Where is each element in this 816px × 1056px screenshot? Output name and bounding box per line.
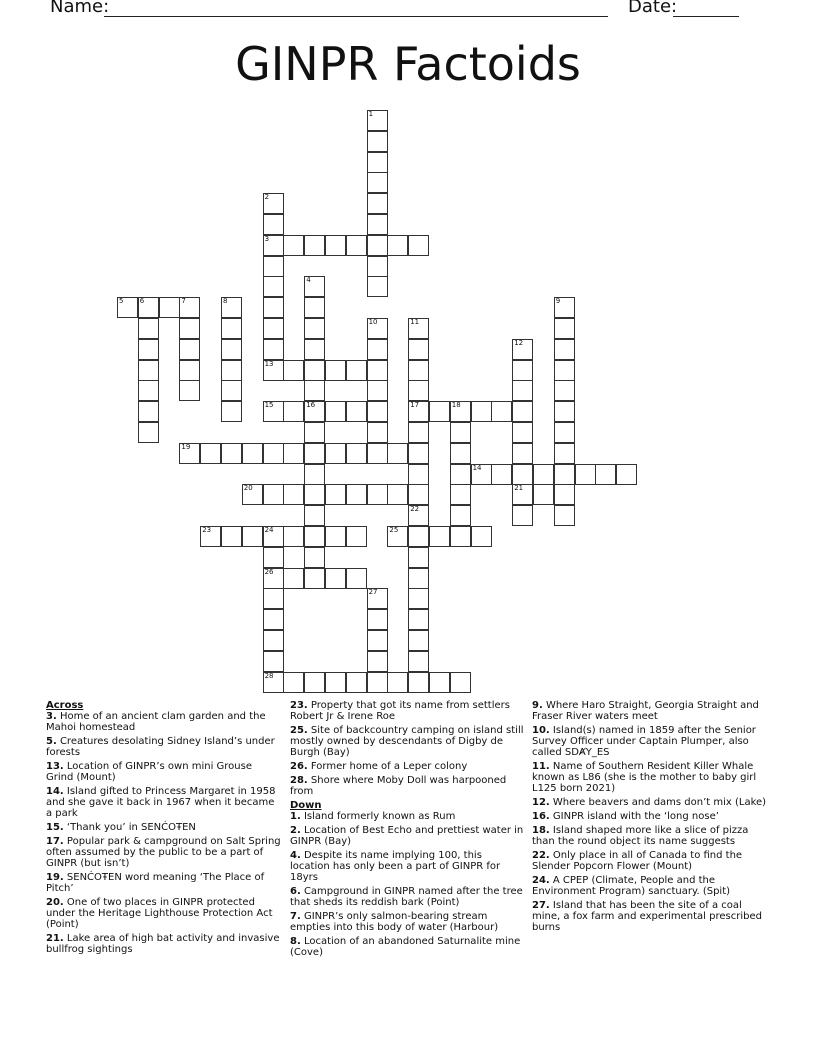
grid-cell[interactable]	[367, 172, 388, 193]
grid-cell[interactable]	[408, 318, 429, 339]
grid-cell[interactable]	[408, 588, 429, 609]
grid-cell[interactable]	[200, 526, 221, 547]
grid-cell[interactable]	[346, 672, 367, 693]
clue: 2. Location of Best Echo and prettiest water in GINPR (Bay)	[290, 825, 524, 847]
grid-cell[interactable]	[554, 505, 575, 526]
clue: 9. Where Haro Straight, Georgia Straight and Fraser River waters meet	[532, 700, 759, 722]
grid-cell[interactable]	[554, 380, 575, 401]
grid-cell[interactable]	[325, 443, 346, 464]
clue-number: 15.	[46, 822, 64, 833]
grid-cell[interactable]	[263, 588, 284, 609]
grid-cell[interactable]	[263, 214, 284, 235]
grid-cell[interactable]	[263, 651, 284, 672]
grid-cell[interactable]	[263, 360, 284, 381]
clue-number: 23	[202, 526, 212, 534]
grid-cell[interactable]	[387, 672, 408, 693]
grid-cell[interactable]	[304, 464, 325, 485]
clue: 28. Shore where Moby Doll was harpooned from	[290, 775, 507, 797]
grid-cell[interactable]	[138, 297, 159, 318]
clue: 17. Popular park & campground on Salt Spring often assumed by the public to be a part of GINPR (but isn’t)	[46, 836, 281, 869]
grid-cell[interactable]	[554, 401, 575, 422]
clue-number: 1	[368, 110, 374, 118]
grid-cell[interactable]	[283, 360, 304, 381]
clue-number: 25.	[290, 725, 308, 736]
grid-cell[interactable]	[408, 526, 429, 547]
clue: 7. GINPR’s only salmon-bearing stream empties into this body of water (Harbour)	[290, 911, 499, 933]
clue-number: 3.	[46, 711, 57, 722]
grid-cell[interactable]	[179, 339, 200, 360]
clue: 16. GINPR island with the ‘long nose’	[532, 811, 719, 822]
grid-cell[interactable]	[408, 484, 429, 505]
clue-number: 7	[181, 297, 186, 306]
clue-number: 6	[139, 297, 145, 306]
grid-cell[interactable]	[533, 464, 554, 485]
date-line	[673, 16, 739, 17]
grid-cell[interactable]	[263, 276, 284, 297]
grid-cell[interactable]	[554, 360, 575, 381]
grid-cell[interactable]	[325, 568, 346, 589]
grid-cell[interactable]	[408, 360, 429, 381]
grid-cell[interactable]	[242, 526, 263, 547]
clue-number: 28	[264, 671, 274, 680]
grid-cell[interactable]	[408, 672, 429, 693]
grid-cell[interactable]	[408, 568, 429, 589]
clue: 1. Island formerly known as Rum	[290, 811, 456, 822]
clue-number: 27.	[532, 900, 550, 911]
grid-cell[interactable]	[512, 484, 533, 505]
grid-cell[interactable]	[367, 401, 388, 422]
grid-cell[interactable]	[533, 484, 554, 505]
clue-number: 8	[223, 297, 228, 306]
grid-cell[interactable]	[408, 380, 429, 401]
grid-cell[interactable]	[450, 672, 471, 693]
grid-cell[interactable]	[367, 110, 388, 131]
grid-cell[interactable]	[512, 401, 533, 422]
grid-cell[interactable]	[304, 484, 325, 505]
grid-cell[interactable]	[491, 401, 512, 422]
grid-cell[interactable]	[512, 464, 533, 485]
grid-cell[interactable]	[263, 256, 284, 277]
grid-cell[interactable]	[512, 443, 533, 464]
grid-cell[interactable]	[554, 464, 575, 485]
clue-number: 26.	[290, 761, 308, 772]
grid-cell[interactable]	[450, 401, 471, 422]
grid-cell[interactable]	[408, 339, 429, 360]
clue: 18. Island shaped more like a slice of pizza than the round object its name suggests	[532, 825, 749, 847]
grid-cell[interactable]	[263, 318, 284, 339]
grid-cell[interactable]	[367, 484, 388, 505]
grid-cell[interactable]	[367, 360, 388, 381]
grid-cell[interactable]	[304, 672, 325, 693]
grid-cell[interactable]	[387, 484, 408, 505]
grid-cell[interactable]	[325, 526, 346, 547]
grid-cell[interactable]	[554, 422, 575, 443]
grid-cell[interactable]	[408, 651, 429, 672]
grid-cell[interactable]	[138, 318, 159, 339]
clue: 12. Where beavers and dams don’t mix (Lake)	[532, 797, 767, 808]
grid-cell[interactable]	[408, 464, 429, 485]
grid-cell[interactable]	[408, 422, 429, 443]
grid-cell[interactable]	[263, 339, 284, 360]
grid-cell[interactable]	[387, 526, 408, 547]
grid-cell[interactable]	[138, 339, 159, 360]
grid-cell[interactable]	[159, 297, 180, 318]
grid-cell[interactable]	[263, 401, 284, 422]
grid-cell[interactable]	[283, 526, 304, 547]
clue: 4. Despite its name implying 100, this location has only been a part of GINPR for 18yrs	[290, 850, 501, 883]
clue: 8. Location of an abandoned Saturnalite mine (Cove)	[290, 936, 521, 958]
grid-cell[interactable]	[512, 360, 533, 381]
grid-cell[interactable]	[367, 214, 388, 235]
clue-number: 14.	[46, 786, 64, 797]
grid-cell[interactable]	[304, 443, 325, 464]
grid-cell[interactable]	[179, 380, 200, 401]
grid-cell[interactable]	[346, 443, 367, 464]
clue-number: 25	[389, 526, 399, 534]
clue: 14. Island gifted to Princess Margaret in 1958 and she gave it back in 1967 when it became a park	[46, 786, 276, 819]
name-label: Name:	[50, 0, 110, 17]
clue: 22. Only place in all of Canada to find the Slender Popcorn Flower (Mount)	[532, 850, 743, 872]
clue-number: 12	[514, 338, 524, 347]
clue: 5. Creatures desolating Sidney Island’s under forests	[46, 736, 275, 758]
grid-cell[interactable]	[304, 360, 325, 381]
clue: 11. Name of Southern Resident Killer Whale known as L86 (she is the mother to baby girl L125 born 2021)	[532, 761, 757, 794]
grid-cell[interactable]	[595, 464, 616, 485]
grid-cell[interactable]	[304, 568, 325, 589]
grid-cell[interactable]	[408, 505, 429, 526]
clue-number: 17	[410, 401, 420, 410]
grid-cell[interactable]	[138, 401, 159, 422]
grid-cell[interactable]	[179, 443, 200, 464]
grid-cell[interactable]	[367, 443, 388, 464]
name-line	[104, 16, 608, 17]
grid-cell[interactable]	[138, 360, 159, 381]
clue-number: 22.	[532, 850, 550, 861]
grid-cell[interactable]	[221, 360, 242, 381]
clue-number: 6.	[290, 886, 301, 897]
clue-number: 19	[181, 442, 191, 451]
grid-cell[interactable]	[429, 526, 450, 547]
grid-cell[interactable]	[408, 443, 429, 464]
grid-cell[interactable]	[616, 464, 637, 485]
grid-cell[interactable]	[283, 443, 304, 464]
grid-cell[interactable]	[304, 547, 325, 568]
clue: 27. Island that has been the site of a coal mine, a fox farm and experimental prescribed burns	[532, 900, 762, 933]
grid-cell[interactable]	[221, 401, 242, 422]
clue-number: 27	[368, 588, 378, 597]
clue-number: 18	[451, 401, 461, 410]
grid-cell[interactable]	[554, 339, 575, 360]
clue-number: 20	[243, 484, 253, 493]
grid-cell[interactable]	[325, 360, 346, 381]
clue-number: 13	[264, 359, 274, 368]
grid-cell[interactable]	[242, 443, 263, 464]
grid-cell[interactable]	[408, 547, 429, 568]
clue: 26. Former home of a Leper colony	[290, 761, 468, 772]
clue-number: 26	[264, 567, 274, 576]
grid-cell[interactable]	[304, 526, 325, 547]
grid-cell[interactable]	[304, 297, 325, 318]
grid-cell[interactable]	[367, 318, 388, 339]
clue-number: 11.	[532, 761, 550, 772]
grid-cell[interactable]	[304, 505, 325, 526]
grid-cell[interactable]	[346, 401, 367, 422]
grid-cell[interactable]	[471, 526, 492, 547]
grid-cell[interactable]	[367, 339, 388, 360]
grid-cell[interactable]	[387, 235, 408, 256]
clues-column-3	[532, 700, 768, 936]
grid-cell[interactable]	[367, 609, 388, 630]
grid-cell[interactable]	[450, 505, 471, 526]
grid-cell[interactable]	[138, 422, 159, 443]
clue-number: 8.	[290, 936, 301, 947]
grid-cell[interactable]	[283, 568, 304, 589]
grid-cell[interactable]	[512, 505, 533, 526]
clues-column-1	[46, 700, 282, 958]
grid-cell[interactable]	[367, 630, 388, 651]
clue-number: 15	[264, 401, 274, 410]
puzzle-title: GINPR Factoids	[235, 37, 581, 91]
grid-cell[interactable]	[450, 464, 471, 485]
grid-cell[interactable]	[304, 380, 325, 401]
grid-cell[interactable]	[367, 235, 388, 256]
grid-cell[interactable]	[263, 297, 284, 318]
clue-number: 2	[264, 193, 270, 202]
grid-cell[interactable]	[408, 630, 429, 651]
grid-cell[interactable]	[263, 526, 284, 547]
clue: 10. Island(s) named in 1859 after the Senior Survey Officer under Captain Plumper, also called SDȺY_ES	[532, 725, 756, 758]
clue-number: 4.	[290, 850, 301, 861]
grid-cell[interactable]	[304, 401, 325, 422]
clue-number: 9.	[532, 700, 543, 711]
grid-cell[interactable]	[325, 401, 346, 422]
grid-cell[interactable]	[367, 193, 388, 214]
section-heading: Down	[290, 800, 322, 811]
clue-number: 9	[555, 297, 561, 306]
grid-cell[interactable]	[429, 672, 450, 693]
clue: 24. A CPEP (Climate, People and the Environment Program) sanctuary. (Spit)	[532, 875, 731, 897]
grid-cell[interactable]	[450, 422, 471, 443]
grid-cell[interactable]	[263, 547, 284, 568]
grid-cell[interactable]	[325, 672, 346, 693]
grid-cell[interactable]	[221, 318, 242, 339]
grid-cell[interactable]	[283, 672, 304, 693]
clue: 19. SENĆOŦEN word meaning ‘The Place of Pitch’	[46, 872, 265, 894]
grid-cell[interactable]	[408, 609, 429, 630]
grid-cell[interactable]	[263, 484, 284, 505]
clue-number: 13.	[46, 761, 64, 772]
grid-cell[interactable]	[450, 526, 471, 547]
grid-cell[interactable]	[263, 568, 284, 589]
grid-cell[interactable]	[263, 193, 284, 214]
grid-cell[interactable]	[179, 360, 200, 381]
grid-cell[interactable]	[554, 297, 575, 318]
clue-number: 21.	[46, 933, 64, 944]
grid-cell[interactable]	[512, 339, 533, 360]
grid-cell[interactable]	[450, 484, 471, 505]
grid-cell[interactable]	[450, 443, 471, 464]
grid-cell[interactable]	[325, 235, 346, 256]
clue-number: 11	[410, 318, 420, 326]
grid-cell[interactable]	[221, 380, 242, 401]
clue-number: 12.	[532, 797, 550, 808]
section-heading: Across	[46, 700, 84, 711]
clue-number: 20.	[46, 897, 64, 908]
clue-number: 18.	[532, 825, 550, 836]
clue: 3. Home of an ancient clam garden and the Mahoi homestead	[46, 711, 266, 733]
clues-column-2	[290, 700, 524, 961]
grid-cell[interactable]	[367, 422, 388, 443]
grid-cell[interactable]	[304, 318, 325, 339]
grid-cell[interactable]	[471, 464, 492, 485]
grid-cell[interactable]	[263, 235, 284, 256]
grid-cell[interactable]	[471, 401, 492, 422]
date-label: Date:	[628, 0, 678, 17]
grid-cell[interactable]	[346, 484, 367, 505]
grid-cell[interactable]	[263, 672, 284, 693]
clue-number: 5.	[46, 736, 57, 747]
grid-cell[interactable]	[304, 339, 325, 360]
clue-number: 10	[368, 318, 378, 326]
grid-cell[interactable]	[346, 360, 367, 381]
grid-cell[interactable]	[304, 276, 325, 297]
clue-number: 14	[472, 463, 482, 472]
clue-number: 17.	[46, 836, 64, 847]
grid-cell[interactable]	[263, 443, 284, 464]
grid-cell[interactable]	[367, 256, 388, 277]
clue-number: 10.	[532, 725, 550, 736]
clue-number: 4	[306, 276, 311, 285]
clue: 25. Site of backcountry camping on island still mostly owned by descendants of Digby de Burgh (Bay)	[290, 725, 524, 758]
clue-number: 16	[306, 401, 316, 410]
grid-cell[interactable]	[304, 422, 325, 443]
grid-cell[interactable]	[367, 276, 388, 297]
grid-cell[interactable]	[304, 235, 325, 256]
clue-number: 24.	[532, 875, 550, 886]
clue-number: 19.	[46, 872, 64, 883]
clue-number: 5	[119, 297, 124, 306]
grid-cell[interactable]	[179, 318, 200, 339]
clue: 21. Lake area of high bat activity and invasive bullfrog sightings	[46, 933, 280, 955]
grid-cell[interactable]	[554, 484, 575, 505]
grid-cell[interactable]	[138, 380, 159, 401]
grid-cell[interactable]	[367, 380, 388, 401]
grid-cell[interactable]	[263, 630, 284, 651]
clue-number: 7.	[290, 911, 301, 922]
clue-number: 28.	[290, 775, 308, 786]
grid-cell[interactable]	[554, 443, 575, 464]
grid-cell[interactable]	[367, 152, 388, 173]
clue: 23. Property that got its name from settlers Robert Jr & Irene Roe	[290, 700, 510, 722]
grid-cell[interactable]	[367, 672, 388, 693]
grid-cell[interactable]	[179, 297, 200, 318]
grid-cell[interactable]	[263, 609, 284, 630]
clue: 6. Campground in GINPR named after the tree that sheds its reddish bark (Point)	[290, 886, 523, 908]
clue: 15. ‘Thank you’ in SENĆOŦEN	[46, 822, 196, 833]
grid-cell[interactable]	[283, 401, 304, 422]
clue-number: 3	[264, 234, 270, 243]
grid-cell[interactable]	[512, 422, 533, 443]
clue-number: 16.	[532, 811, 550, 822]
grid-cell[interactable]	[242, 484, 263, 505]
grid-cell[interactable]	[408, 235, 429, 256]
grid-cell[interactable]	[554, 318, 575, 339]
grid-cell[interactable]	[575, 464, 596, 485]
grid-cell[interactable]	[367, 651, 388, 672]
grid-cell[interactable]	[491, 464, 512, 485]
grid-cell[interactable]	[408, 401, 429, 422]
grid-cell[interactable]	[325, 484, 346, 505]
grid-cell[interactable]	[346, 568, 367, 589]
grid-cell[interactable]	[283, 235, 304, 256]
clue-number: 2.	[290, 825, 301, 836]
grid-cell[interactable]	[283, 484, 304, 505]
grid-cell[interactable]	[221, 339, 242, 360]
grid-cell[interactable]	[367, 131, 388, 152]
grid-cell[interactable]	[429, 401, 450, 422]
grid-cell[interactable]	[367, 588, 388, 609]
clue: 20. One of two places in GINPR protected under the Heritage Lighthouse Protection Act (Point)	[46, 897, 273, 930]
grid-cell[interactable]	[221, 297, 242, 318]
grid-cell[interactable]	[117, 297, 138, 318]
clue-number: 24	[264, 526, 274, 534]
grid-cell[interactable]	[221, 443, 242, 464]
grid-cell[interactable]	[346, 526, 367, 547]
clue: 13. Location of GINPR’s own mini Grouse Grind (Mount)	[46, 761, 252, 783]
grid-cell[interactable]	[200, 443, 221, 464]
clue-number: 1.	[290, 811, 301, 822]
grid-cell[interactable]	[387, 443, 408, 464]
grid-cell[interactable]	[512, 380, 533, 401]
clue-number: 21	[514, 484, 524, 493]
grid-cell[interactable]	[346, 235, 367, 256]
clue-number: 22	[410, 505, 420, 514]
grid-cell[interactable]	[221, 526, 242, 547]
clue-number: 23.	[290, 700, 308, 711]
